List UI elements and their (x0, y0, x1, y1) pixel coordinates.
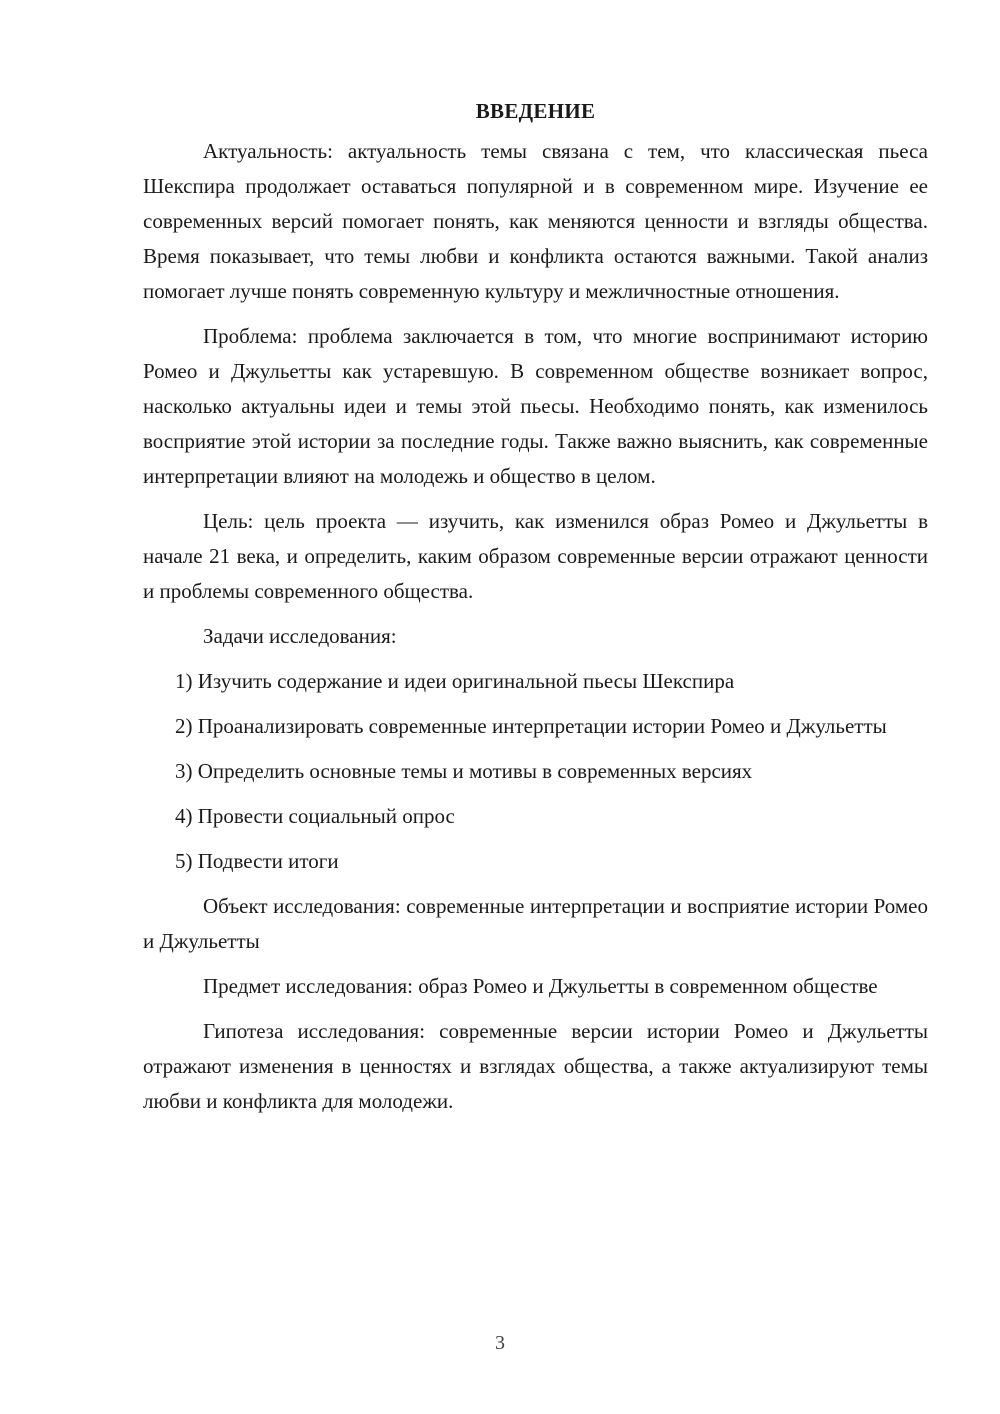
page-number: 3 (495, 1332, 505, 1354)
object-paragraph: Объект исследования: современные интерпретации и восприятие истории Ромео и Джульетты (143, 894, 928, 953)
task-item: 2) Проанализировать современные интерпретации истории Ромео и Джульетты (175, 714, 887, 738)
section-heading: ВВЕДЕНИЕ (475, 99, 596, 123)
task-item: 5) Подвести итоги (175, 849, 339, 873)
subject-paragraph: Предмет исследования: образ Ромео и Джульетты в современном обществе (203, 974, 878, 998)
document-page (143, 96, 928, 1129)
tasks-title: Задачи исследования: (203, 624, 397, 648)
task-item: 3) Определить основные темы и мотивы в современных версиях (175, 759, 753, 783)
hypothesis-paragraph: Гипотеза исследования: современные версии истории Ромео и Джульетты отражают изменения в ценностях и взглядах общества, а также актуализируют темы любви и конфликта для молодежи. (143, 1019, 928, 1113)
task-item: 1) Изучить содержание и идеи оригинальной пьесы Шекспира (175, 669, 735, 693)
goal-paragraph: Цель: цель проекта — изучить, как изменился образ Ромео и Джульетты в начале 21 века, и определить, каким образом современные версии отражают ценности и проблемы современного общества. (143, 509, 928, 603)
relevance-paragraph: Актуальность: актуальность темы связана с тем, что классическая пьеса Шекспира продолжает оставаться популярной и в современном мире. Изучение ее современных версий помогает понять, как меняются ценности и взгляды общества. Время показывает, что темы любви и конфликта остаются важными. Такой анализ помогает лучше понять современную культуру и межличностные отношения. (143, 139, 928, 303)
problem-paragraph: Проблема: проблема заключается в том, что многие воспринимают историю Ромео и Джульетты как устаревшую. В современном обществе возникает вопрос, насколько актуальны идеи и темы этой пьесы. Необходимо понять, как изменилось восприятие этой истории за последние годы. Также важно выяснить, как современные интерпретации влияют на молодежь и общество в целом. (143, 324, 928, 488)
task-item: 4) Провести социальный опрос (175, 804, 455, 828)
